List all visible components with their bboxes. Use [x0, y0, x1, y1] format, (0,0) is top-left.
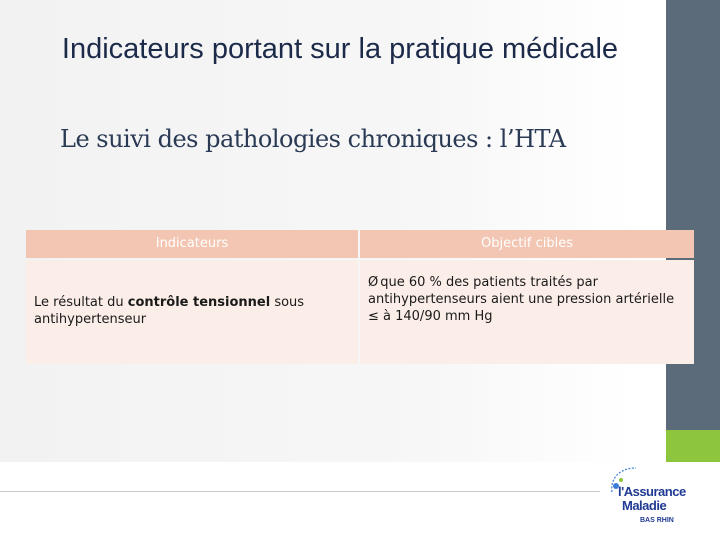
objective-text: que 60 % des patients traités par antihypertenseurs aient une pression artérielle ≤ à 140/90 mm Hg	[368, 275, 675, 324]
header-objectif-cibles: Objectif cibles	[360, 230, 694, 258]
indicator-table	[26, 230, 694, 364]
cell-objective	[360, 260, 694, 364]
slide-title: Indicateurs portant sur la pratique médicale	[61, 33, 619, 65]
header-indicateurs: Indicateurs	[26, 230, 358, 258]
indicator-text-bold: contrôle tensionnel	[127, 295, 271, 310]
logo-text-assurance: l'Assurance	[618, 484, 686, 499]
arrow-bullet-icon: Ø	[368, 275, 379, 290]
indicator-text-pre: Le résultat du	[34, 295, 128, 310]
slide-subtitle: Le suivi des pathologies chroniques : l’HTA	[60, 125, 566, 153]
logo-text-region: BAS RHIN	[640, 517, 674, 524]
footer-divider	[0, 491, 600, 492]
logo-text-maladie: Maladie	[622, 498, 667, 513]
sidebar-accent-gray	[666, 0, 720, 430]
indicator-text-post: sous antihypertenseur	[34, 295, 305, 327]
sidebar-accent-green	[666, 430, 720, 462]
cell-indicator	[26, 260, 358, 364]
assurance-maladie-logo	[598, 462, 712, 532]
